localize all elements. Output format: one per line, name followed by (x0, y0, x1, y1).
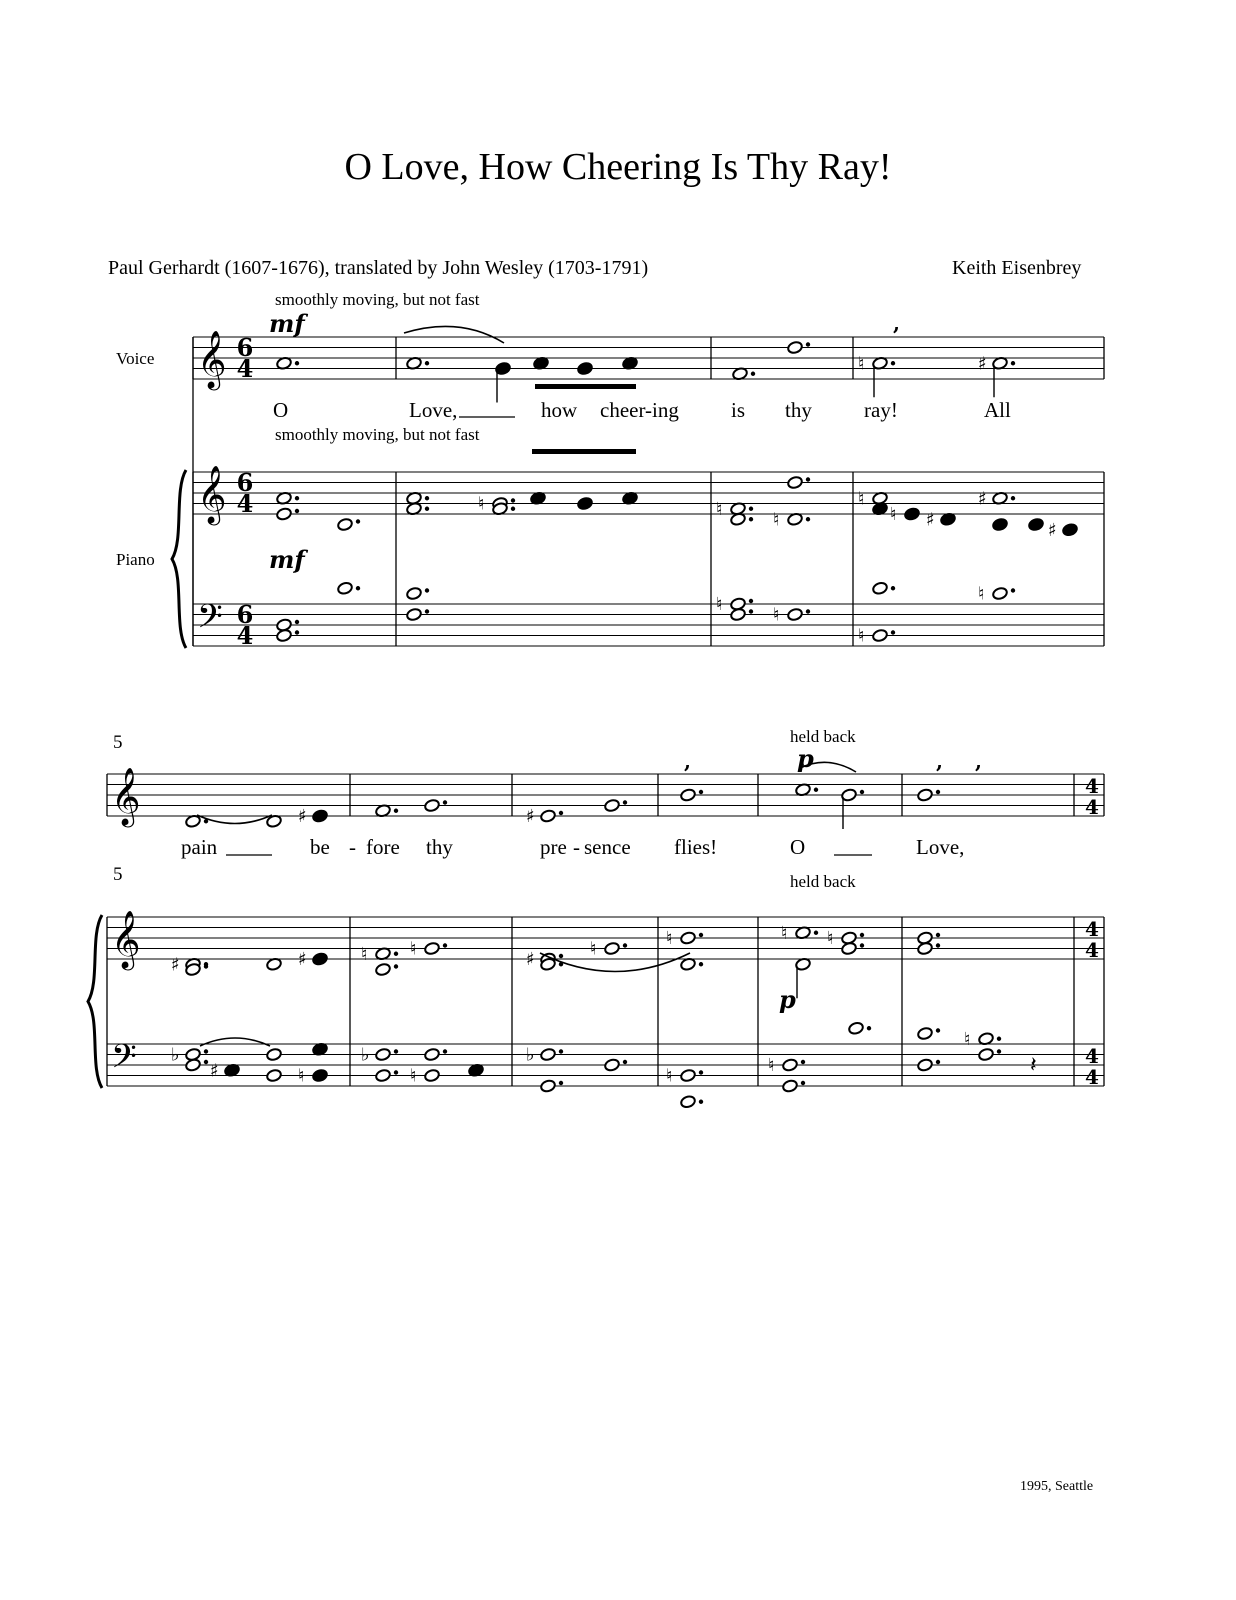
accidental: ♯ (978, 488, 987, 510)
half-note (848, 1021, 865, 1035)
dynamic-piano-mf: mf (269, 545, 305, 574)
dot (867, 1026, 871, 1030)
half-note (680, 1095, 697, 1109)
half-note (872, 581, 889, 595)
dot (295, 509, 299, 513)
dot (806, 517, 810, 521)
half-note (276, 628, 293, 642)
slur (404, 326, 504, 343)
dot (356, 586, 360, 590)
dot (425, 588, 429, 592)
accidental: ♮ (827, 928, 834, 949)
dot (936, 790, 940, 794)
lyric-syllable: O (790, 835, 806, 859)
half-note (730, 607, 747, 621)
half-note (680, 931, 697, 945)
date-place-footer: 1995, Seattle (1020, 1479, 1094, 1494)
dot (936, 943, 940, 947)
accidental: ♮ (768, 1055, 775, 1076)
dynamic-piano-p: p (779, 985, 796, 1014)
half-note (185, 1058, 202, 1072)
expression-piano-held-back: held back (790, 872, 856, 891)
dot (749, 599, 753, 603)
dot (699, 962, 703, 966)
dot (860, 933, 864, 937)
half-note (424, 1068, 441, 1082)
dot (295, 620, 299, 624)
lyric-syllable: thy (426, 835, 453, 859)
half-note (406, 607, 423, 621)
dot (936, 1060, 940, 1064)
quarter-note (577, 496, 594, 510)
dot (295, 630, 299, 634)
accidental: ♮ (978, 583, 985, 605)
half-note (917, 941, 934, 955)
dot (801, 1081, 805, 1085)
dot (394, 952, 398, 956)
accidental: ♯ (298, 806, 307, 827)
time-sig-top: 4 (1085, 1044, 1099, 1068)
dot (425, 496, 429, 500)
dot (749, 609, 753, 613)
dot (623, 943, 627, 947)
dot (623, 800, 627, 804)
dot (425, 361, 429, 365)
accidental: ♯ (171, 954, 180, 976)
dot (394, 809, 398, 813)
accidental: ♯ (526, 949, 535, 970)
time-sig-top: 4 (1085, 774, 1099, 798)
half-note (787, 607, 804, 621)
quarter-rest: 𝄽 (1030, 1053, 1037, 1078)
time-sig-bottom: 4 (1085, 795, 1099, 819)
voice-label: Voice (116, 349, 155, 368)
dot (891, 361, 895, 365)
half-note (375, 1047, 392, 1061)
time-sig-bottom: 4 (236, 621, 254, 650)
treble-clef: 𝄞 (197, 465, 227, 523)
quarter-note (577, 361, 594, 375)
half-note (782, 1058, 799, 1072)
piano-brace (172, 470, 186, 648)
dot (891, 630, 895, 634)
accidental: ♮ (666, 928, 673, 949)
half-note (276, 507, 293, 521)
dot (699, 790, 703, 794)
dot (559, 811, 563, 815)
piano-label: Piano (116, 550, 155, 569)
accidental: ♮ (858, 488, 865, 510)
dot (425, 609, 429, 613)
dot (443, 943, 447, 947)
accidental: ♮ (773, 509, 780, 531)
dot (997, 1049, 1001, 1053)
half-note (540, 809, 557, 823)
half-note (266, 1047, 283, 1061)
quarter-note (1028, 517, 1045, 531)
dot (891, 586, 895, 590)
lyric-syllable: All (984, 398, 1011, 422)
dot (559, 1081, 563, 1085)
dynamic-voice-mf: mf (269, 309, 305, 338)
accidental: ♮ (773, 604, 780, 626)
dot (814, 788, 818, 792)
half-note (782, 1079, 799, 1093)
dot (806, 342, 810, 346)
time-sig-top: 6 (236, 468, 254, 497)
composer-credit: Keith Eisenbrey (952, 257, 1082, 279)
dot (394, 964, 398, 968)
accidental: ♮ (410, 938, 417, 960)
expression-voice-held-back: held back (790, 727, 856, 746)
accidental: ♮ (858, 353, 865, 375)
quarter-note (1062, 523, 1079, 537)
dot (749, 507, 753, 511)
dot (699, 933, 703, 937)
accidental: ♮ (361, 943, 368, 965)
lyricist-credit: Paul Gerhardt (1607-1676), translated by John Wesley (1703-1791) (108, 257, 649, 279)
accidental: ♮ (298, 1065, 305, 1087)
dot (511, 507, 515, 511)
dot (860, 943, 864, 947)
dot (443, 1049, 447, 1053)
time-sig-bottom: 4 (1085, 938, 1099, 962)
dot (394, 1049, 398, 1053)
half-note (917, 1026, 934, 1040)
dot (511, 498, 515, 502)
accidental: ♭ (526, 1044, 535, 1066)
quarter-note (904, 507, 921, 521)
dot (559, 1049, 563, 1053)
half-note (266, 1068, 283, 1082)
half-note (375, 1068, 392, 1082)
bass-clef: 𝄢 (197, 598, 223, 644)
accidental: ♮ (666, 1065, 673, 1087)
half-note (424, 1047, 441, 1061)
dot (295, 361, 299, 365)
accidental: ♯ (298, 949, 307, 970)
dot (443, 800, 447, 804)
half-note (680, 1068, 697, 1082)
dot (204, 964, 208, 968)
measure-number-voice: 5 (113, 732, 123, 753)
lyric-syllable: pre (540, 835, 567, 859)
lyric-syllable: - (573, 835, 580, 859)
dot (1011, 361, 1015, 365)
time-sig-bottom: 4 (236, 489, 254, 518)
dot (295, 496, 299, 500)
lyric-syllable: how (541, 398, 578, 422)
treble-clef: 𝄞 (111, 767, 141, 825)
treble-clef: 𝄞 (111, 910, 141, 968)
accidental: ♮ (478, 493, 485, 515)
dot (1011, 588, 1015, 592)
half-note (680, 788, 697, 802)
accidental: ♯ (526, 806, 535, 827)
half-note (787, 475, 804, 489)
half-note (604, 798, 621, 812)
half-note (540, 1079, 557, 1093)
lyric-syllable: pain (181, 835, 218, 859)
dot (204, 1060, 208, 1064)
accidental: ♭ (361, 1044, 370, 1066)
quarter-note (312, 952, 329, 966)
half-note (787, 340, 804, 354)
dot (425, 507, 429, 511)
time-sig-bottom: 4 (1085, 1065, 1099, 1089)
dot (806, 609, 810, 613)
dot (1011, 496, 1015, 500)
time-sig-top: 4 (1085, 917, 1099, 941)
dot (860, 790, 864, 794)
dot (751, 372, 755, 376)
half-note (424, 941, 441, 955)
dot (394, 1070, 398, 1074)
accidental: ♮ (590, 938, 597, 960)
accidental: ♭ (171, 1044, 180, 1066)
dot (936, 933, 940, 937)
lyric-syllable: be (310, 835, 330, 859)
accidental: ♯ (926, 509, 935, 531)
half-note (992, 586, 1009, 600)
lyric-syllable: is (731, 398, 746, 422)
dot (806, 477, 810, 481)
half-note (337, 581, 354, 595)
half-note (337, 517, 354, 531)
dot (814, 931, 818, 935)
time-sig-top: 6 (236, 333, 254, 362)
accidental: ♮ (716, 498, 723, 520)
bass-clef: 𝄢 (111, 1038, 137, 1084)
dot (699, 1070, 703, 1074)
dot (749, 517, 753, 521)
piano-brace (88, 915, 102, 1088)
time-sig-top: 6 (236, 600, 254, 629)
half-note (978, 1047, 995, 1061)
half-note (424, 798, 441, 812)
treble-clef: 𝄞 (197, 330, 227, 388)
lyric-syllable: fore (366, 835, 400, 859)
lyric-syllable: ray! (864, 398, 898, 422)
accidental: ♮ (964, 1028, 971, 1050)
music-notation (88, 311, 1078, 1109)
half-note (406, 586, 423, 600)
lyric-syllable: O (273, 398, 289, 422)
breath-mark: , (936, 749, 943, 773)
beam (535, 384, 636, 389)
breath-mark: , (684, 749, 691, 773)
accidental: ♮ (858, 625, 865, 647)
half-note (540, 1047, 557, 1061)
breath-mark: , (975, 749, 982, 773)
lyric-syllable: Love, (916, 835, 965, 859)
half-note (917, 1058, 934, 1072)
half-note (604, 941, 621, 955)
page-title: O Love, How Cheering Is Thy Ray! (344, 146, 892, 188)
half-note (604, 1058, 621, 1072)
dot (356, 519, 360, 523)
lyric-syllable: thy (785, 398, 812, 422)
accidental: ♯ (210, 1060, 219, 1082)
lyric-syllable: flies! (674, 835, 718, 859)
dot (801, 1060, 805, 1064)
accidental: ♮ (716, 594, 723, 615)
accidental: ♮ (410, 1065, 417, 1087)
accidental: ♯ (978, 353, 987, 375)
beam (532, 449, 636, 454)
half-note (872, 628, 889, 642)
lyric-syllable: sence (584, 835, 631, 859)
dot (997, 1037, 1001, 1041)
accidental: ♮ (890, 504, 897, 525)
dot (204, 1049, 208, 1053)
dot (623, 1060, 627, 1064)
dot (699, 1100, 703, 1104)
measure-number-piano: 5 (113, 864, 123, 885)
half-note (375, 962, 392, 976)
time-sig-bottom: 4 (236, 354, 254, 383)
tempo-marking-voice: smoothly moving, but not fast (275, 290, 480, 309)
quarter-note (312, 809, 329, 823)
time-signatures (237, 333, 1099, 1089)
accidental: ♮ (781, 922, 788, 944)
dot (559, 954, 563, 958)
half-note (917, 788, 934, 802)
lyric-syllable: - (349, 835, 356, 859)
quarter-note (992, 517, 1009, 531)
quarter-note (312, 1068, 329, 1082)
dynamic-voice-p: p (797, 744, 814, 773)
accidental: ♯ (1048, 519, 1057, 541)
half-note (841, 941, 858, 955)
tempo-marking-piano: smoothly moving, but not fast (275, 425, 480, 444)
lyric-syllable: Love, (409, 398, 458, 422)
breath-mark: , (893, 311, 900, 335)
slur (800, 762, 856, 772)
tie (200, 1038, 270, 1046)
dot (936, 1028, 940, 1032)
lyric-syllable: cheer-ing (600, 398, 679, 422)
